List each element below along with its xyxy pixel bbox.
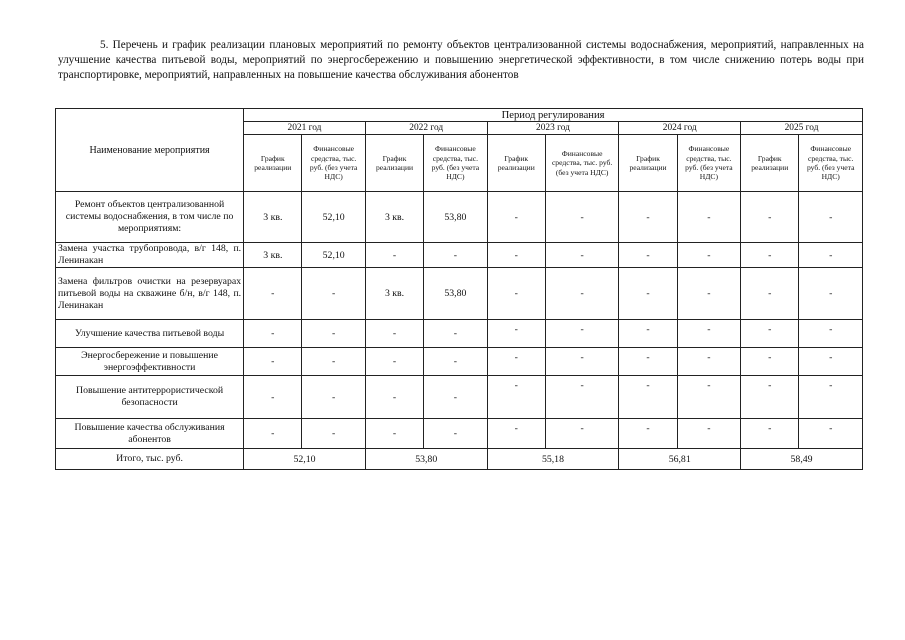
header-name: Наименование мероприятия	[56, 109, 244, 192]
total-label: Итого, тыс. руб.	[56, 449, 244, 470]
cell: -	[799, 419, 863, 449]
total-2025: 58,49	[741, 449, 863, 470]
cell: -	[487, 376, 545, 419]
cell: -	[619, 320, 677, 348]
header-schedule: График реализации	[365, 135, 423, 192]
header-year-2021: 2021 год	[244, 122, 366, 135]
cell: -	[545, 376, 618, 419]
cell: -	[677, 348, 740, 376]
header-finance: Финансовые средства, тыс. руб. (без учета НДС)	[424, 135, 487, 192]
cell: -	[741, 243, 799, 268]
cell: -	[741, 268, 799, 320]
row-name: Энергосбережение и повышение энергоэффективности	[56, 348, 244, 376]
header-year-2022: 2022 год	[365, 122, 487, 135]
cell: -	[487, 320, 545, 348]
table-row	[56, 376, 863, 419]
intro-paragraph	[58, 38, 864, 83]
cell: -	[424, 376, 487, 419]
cell: -	[424, 348, 487, 376]
cell: -	[487, 348, 545, 376]
cell: -	[619, 376, 677, 419]
cell: 3 кв.	[365, 268, 423, 320]
row-name: Повышение антитеррористической безопасности	[56, 376, 244, 419]
table-row	[56, 348, 863, 376]
table-row	[56, 192, 863, 243]
cell: 53,80	[424, 192, 487, 243]
table-row	[56, 320, 863, 348]
header-finance: Финансовые средства, тыс. руб. (без учета НДС)	[799, 135, 863, 192]
cell: -	[619, 268, 677, 320]
header-schedule: График реализации	[741, 135, 799, 192]
cell: -	[741, 419, 799, 449]
cell: -	[487, 268, 545, 320]
cell: -	[545, 243, 618, 268]
cell: 52,10	[302, 192, 365, 243]
cell: -	[302, 320, 365, 348]
header-finance: Финансовые средства, тыс. руб. (без учета НДС)	[677, 135, 740, 192]
cell: -	[619, 192, 677, 243]
cell: -	[677, 320, 740, 348]
header-schedule: График реализации	[244, 135, 302, 192]
cell: 3 кв.	[365, 192, 423, 243]
cell: -	[619, 419, 677, 449]
cell: -	[365, 320, 423, 348]
cell: -	[365, 419, 423, 449]
cell: 3 кв.	[244, 243, 302, 268]
cell: -	[799, 268, 863, 320]
row-name: Ремонт объектов централизованной системы водоснабжения, в том числе по мероприятиям:	[56, 192, 244, 243]
cell: 52,10	[302, 243, 365, 268]
table-row	[56, 268, 863, 320]
row-name: Улучшение качества питьевой воды	[56, 320, 244, 348]
cell: -	[619, 243, 677, 268]
intro-text: 5. Перечень и график реализации плановых мероприятий по ремонту объектов централизованной системы водоснабжения, мероприятий, направленных на улучшение качества питьевой воды, мероприятий по энергосбережению и повышению энергетической эффективности, в том числе снижению потерь воды при транспортировке, мероприятий, направленных на повышение качества обслуживания абонентов	[58, 39, 864, 81]
cell: -	[424, 243, 487, 268]
table-row	[56, 419, 863, 449]
cell: -	[741, 192, 799, 243]
cell: -	[424, 419, 487, 449]
cell: -	[799, 348, 863, 376]
cell: -	[741, 320, 799, 348]
cell: -	[302, 376, 365, 419]
total-2022: 53,80	[365, 449, 487, 470]
cell: -	[677, 243, 740, 268]
cell: -	[487, 243, 545, 268]
cell: -	[487, 419, 545, 449]
cell: -	[545, 192, 618, 243]
header-year-2023: 2023 год	[487, 122, 619, 135]
header-finance: Финансовые средства, тыс. руб. (без учета НДС)	[545, 135, 618, 192]
header-finance: Финансовые средства, тыс. руб. (без учета НДС)	[302, 135, 365, 192]
cell: -	[302, 348, 365, 376]
header-row-period	[56, 109, 863, 122]
header-schedule: График реализации	[619, 135, 677, 192]
cell: -	[677, 376, 740, 419]
header-year-2024: 2024 год	[619, 122, 741, 135]
cell: -	[741, 376, 799, 419]
cell: -	[302, 419, 365, 449]
header-schedule: График реализации	[487, 135, 545, 192]
total-2024: 56,81	[619, 449, 741, 470]
total-2021: 52,10	[244, 449, 366, 470]
cell: -	[244, 268, 302, 320]
cell: -	[302, 268, 365, 320]
cell: -	[365, 243, 423, 268]
cell: -	[244, 320, 302, 348]
cell: -	[424, 320, 487, 348]
total-row	[56, 449, 863, 470]
cell: -	[799, 320, 863, 348]
cell: -	[741, 348, 799, 376]
table-row	[56, 243, 863, 268]
header-year-2025: 2025 год	[741, 122, 863, 135]
cell: -	[365, 348, 423, 376]
cell: -	[244, 376, 302, 419]
cell: -	[799, 376, 863, 419]
row-name: Замена участка трубопровода, в/г 148, п. Ленинакан	[56, 243, 244, 268]
row-name: Повышение качества обслуживания абонентов	[56, 419, 244, 449]
cell: -	[677, 192, 740, 243]
cell: -	[244, 348, 302, 376]
cell: -	[487, 192, 545, 243]
cell: -	[619, 348, 677, 376]
header-period: Период регулирования	[244, 109, 863, 122]
cell: -	[677, 419, 740, 449]
total-2023: 55,18	[487, 449, 619, 470]
cell: -	[677, 268, 740, 320]
cell: -	[545, 419, 618, 449]
cell: -	[799, 243, 863, 268]
cell: 3 кв.	[244, 192, 302, 243]
cell: -	[545, 320, 618, 348]
cell: -	[244, 419, 302, 449]
cell: -	[545, 268, 618, 320]
row-name: Замена фильтров очистки на резервуарах питьевой воды на скважине б/н, в/г 148, п. Ленинакан	[56, 268, 244, 320]
cell: 53,80	[424, 268, 487, 320]
cell: -	[799, 192, 863, 243]
cell: -	[365, 376, 423, 419]
plan-table	[55, 108, 863, 470]
cell: -	[545, 348, 618, 376]
